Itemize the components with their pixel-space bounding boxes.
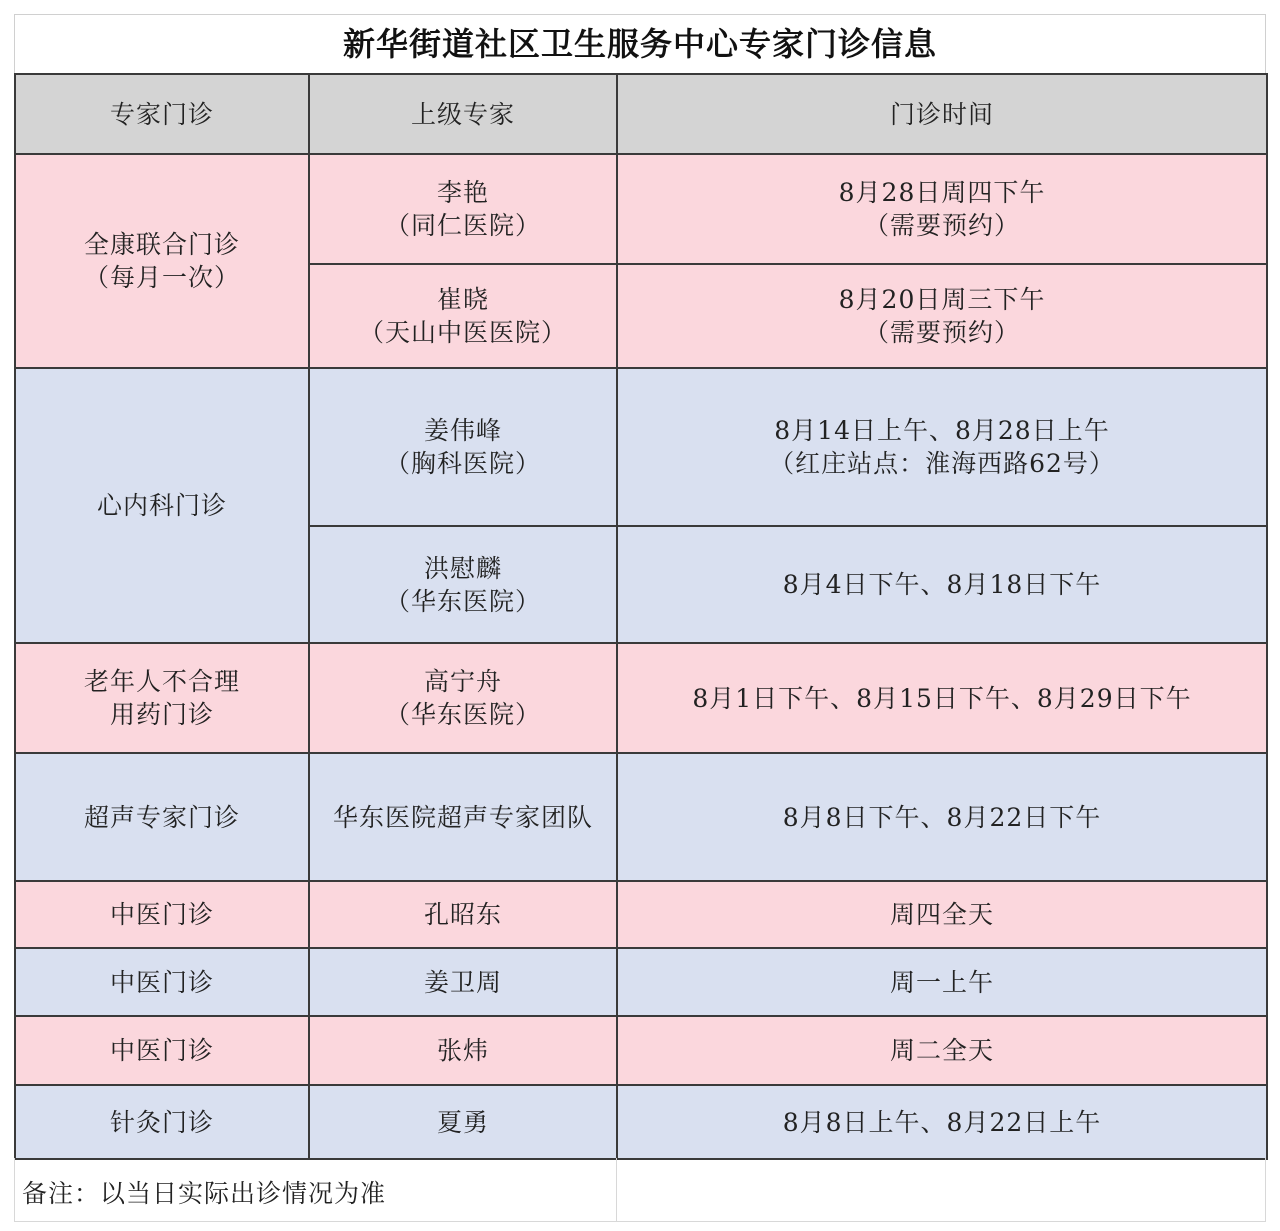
clinic-cell: 超声专家门诊 bbox=[15, 753, 309, 881]
expert-hospital: （胸科医院） bbox=[384, 449, 541, 478]
time-text: 8月20日周三下午 bbox=[838, 285, 1046, 314]
clinic-name: 老年人不合理 bbox=[83, 667, 240, 696]
note-border-right bbox=[1265, 1158, 1266, 1222]
page-title: 新华街道社区卫生服务中心专家门诊信息 bbox=[14, 14, 1266, 73]
expert-cell bbox=[309, 526, 617, 643]
expert-cell bbox=[309, 264, 617, 368]
table-row bbox=[15, 643, 1267, 753]
table-row bbox=[15, 881, 1267, 948]
time-cell bbox=[617, 264, 1267, 368]
time-text: 8月4日下午、8月18日下午 bbox=[782, 570, 1102, 599]
table-row bbox=[15, 368, 1267, 526]
clinic-name-cont: 用药门诊 bbox=[109, 700, 214, 729]
clinic-name: 心内科门诊 bbox=[96, 491, 227, 520]
clinic-cell bbox=[15, 154, 309, 368]
clinic-cell bbox=[15, 643, 309, 753]
expert-cell: 张炜 bbox=[309, 1016, 617, 1085]
clinic-cell bbox=[15, 368, 309, 643]
expert-name: 洪慰麟 bbox=[423, 553, 502, 583]
clinic-cell: 中医门诊 bbox=[15, 948, 309, 1016]
expert-cell bbox=[309, 154, 617, 264]
table-row bbox=[15, 1016, 1267, 1085]
note-border-bottom bbox=[14, 1221, 1266, 1222]
time-note: （需要预约） bbox=[863, 211, 1020, 240]
schedule-sheet bbox=[14, 14, 1266, 1160]
time-cell bbox=[617, 154, 1267, 264]
time-cell: 周四全天 bbox=[617, 881, 1267, 948]
expert-name: 崔晓 bbox=[436, 285, 489, 314]
table-row bbox=[15, 948, 1267, 1016]
note-border-left bbox=[14, 1158, 15, 1222]
clinic-cell: 针灸门诊 bbox=[15, 1085, 309, 1159]
clinic-cell: 中医门诊 bbox=[15, 881, 309, 948]
table-row bbox=[15, 753, 1267, 881]
clinic-cell: 中医门诊 bbox=[15, 1016, 309, 1085]
expert-name: 姜伟峰 bbox=[423, 416, 502, 445]
time-cell: 8月8日下午、8月22日下午 bbox=[617, 753, 1267, 881]
header-expert: 上级专家 bbox=[309, 74, 617, 154]
expert-hospital: （天山中医医院） bbox=[358, 318, 567, 347]
expert-cell: 华东医院超声专家团队 bbox=[309, 753, 617, 881]
time-cell: 周一上午 bbox=[617, 948, 1267, 1016]
clinic-note: （每月一次） bbox=[83, 263, 240, 292]
header-clinic: 专家门诊 bbox=[15, 74, 309, 154]
expert-name: 李艳 bbox=[436, 178, 489, 207]
time-cell: 8月8日上午、8月22日上午 bbox=[617, 1085, 1267, 1159]
clinic-table bbox=[14, 73, 1268, 1160]
header-time: 门诊时间 bbox=[617, 74, 1267, 154]
table-row bbox=[15, 154, 1267, 264]
time-cell bbox=[617, 526, 1267, 643]
table-header-row bbox=[15, 74, 1267, 154]
expert-cell: 孔昭东 bbox=[309, 881, 617, 948]
table-row bbox=[15, 1085, 1267, 1159]
time-text: 8月1日下午、8月15日下午、8月29日下午 bbox=[692, 683, 1192, 713]
expert-cell bbox=[309, 368, 617, 526]
time-text: 8月14日上午、8月28日上午 bbox=[774, 416, 1110, 445]
time-cell bbox=[617, 368, 1267, 526]
expert-hospital: （华东医院） bbox=[384, 700, 541, 729]
time-note: （需要预约） bbox=[863, 318, 1020, 347]
expert-cell: 姜卫周 bbox=[309, 948, 617, 1016]
note-divider bbox=[616, 1158, 617, 1222]
clinic-name: 全康联合门诊 bbox=[83, 230, 240, 259]
expert-hospital: （同仁医院） bbox=[384, 211, 541, 240]
time-cell: 周二全天 bbox=[617, 1016, 1267, 1085]
expert-cell bbox=[309, 643, 617, 753]
time-text: 8月28日周四下午 bbox=[838, 178, 1046, 207]
time-cell bbox=[617, 643, 1267, 753]
expert-hospital: （华东医院） bbox=[384, 586, 541, 616]
expert-cell: 夏勇 bbox=[309, 1085, 617, 1159]
time-note: （红庄站点：淮海西路62号） bbox=[769, 449, 1115, 478]
expert-name: 高宁舟 bbox=[423, 667, 502, 696]
footnote-row bbox=[14, 1158, 1266, 1222]
footnote-text: 备注：以当日实际出诊情况为准 bbox=[22, 1179, 387, 1208]
